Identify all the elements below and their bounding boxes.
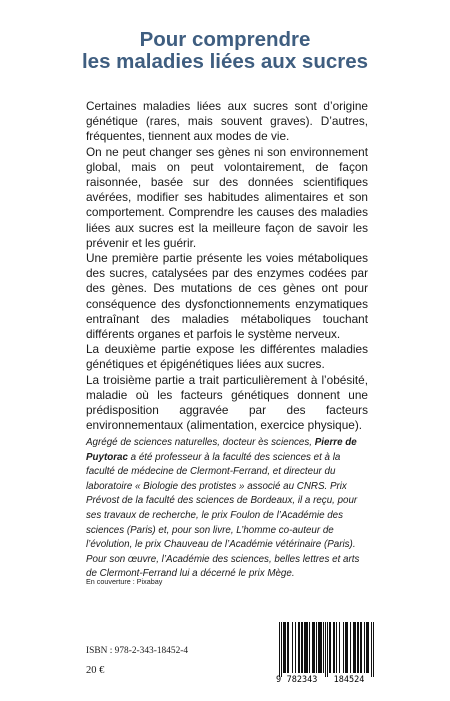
barcode-bar [316, 622, 317, 673]
barcode-bar [309, 622, 310, 673]
barcode-bar [283, 622, 284, 673]
blurb-paragraph-2: On ne peut changer ses gènes ni son environnement global, mais on peut volontairement, de façon raisonnée, basée sur des données scientifiques avérées, modifier ses habitudes alimentaires et son comportement. Comprendre les causes des maladies liées aux sucres est la meilleure façon de savoir les prévenir et les guérir. [86, 144, 368, 250]
barcode-bar [306, 622, 307, 673]
barcode-first-digit: 9 [276, 675, 282, 684]
barcode-bar [343, 622, 344, 673]
barcode-bar [364, 622, 365, 673]
blurb-paragraph-4: La deuxième partie expose les différentes maladies génétiques et épigénétiques liées aux sucres. [86, 342, 368, 372]
barcode-bar [345, 622, 346, 673]
barcode-bar [295, 622, 296, 673]
barcode-bar [361, 622, 362, 673]
barcode-bar [368, 622, 369, 673]
barcode-bar [329, 622, 330, 673]
title-line-1: Pour comprendre [139, 28, 311, 51]
title-line-2: les maladies liées aux sucres [81, 50, 369, 73]
barcode-bar [302, 622, 303, 673]
barcode-bar [299, 622, 300, 673]
barcode-right-digits: 184524 [333, 675, 365, 684]
barcode-bar [367, 622, 368, 673]
barcode-bar [360, 622, 361, 673]
cover-credit: En couverture : Pixabay [86, 577, 163, 586]
isbn: ISBN : 978-2-343-18452-4 [86, 646, 189, 656]
price: 20 € [86, 665, 105, 676]
barcode-bar [333, 622, 334, 673]
author-bio [86, 436, 369, 582]
barcode-bar [298, 622, 299, 673]
book-title [0, 29, 450, 73]
barcode-bar [313, 622, 314, 673]
barcode-bar [355, 622, 356, 673]
barcode-bar [347, 622, 348, 673]
barcode-bar [292, 622, 293, 673]
bio-intro: Agrégé de sciences naturelles, docteur ès sciences, [86, 437, 315, 448]
barcode-bar [358, 622, 359, 673]
barcode-bar [366, 622, 367, 673]
barcode-bar [354, 622, 355, 673]
blurb-paragraph-3: Une première partie présente les voies métaboliques des sucres, catalysées par des enzymes codées par des gènes. Des mutations de ces gènes ont pour conséquence des dysfonctionnements enzymatiques entraînant des maladies métaboliques touchant différents organes et parfois le système nerveux. [86, 251, 368, 342]
barcode-bar [305, 622, 306, 673]
barcode-bar [301, 622, 302, 673]
barcode-bar [318, 622, 319, 673]
barcode-bar [334, 622, 335, 673]
barcode-bar [321, 622, 322, 673]
barcode-bar [304, 622, 305, 673]
barcode-bar [350, 622, 351, 673]
barcode-left-digits: 782343 [286, 675, 318, 684]
barcode-bar [336, 622, 337, 673]
blurb-paragraph-1: Certaines maladies liées aux sucres sont d’origine génétique (rares, mais souvent graves). D’autres, fréquentes, tiennent aux modes de vie. [86, 99, 368, 144]
barcode-bar [327, 622, 328, 677]
barcode-bar [284, 622, 285, 673]
barcode-bar [279, 622, 280, 677]
barcode-bar [325, 622, 326, 677]
barcode-bar [285, 622, 286, 673]
bio-details: a été professeur à la faculté des sciences et à la faculté de médecine de Clermont-Ferrand, et directeur du laboratoire « Biologie des protistes » associé au CNRS. Prix Prévost de la faculté des sciences de Bordeaux, il a reçu, pour ses travaux de recherche, le prix Foulon de l’Académie des sciences (Paris) et, pour son livre, L’homme co-auteur de l’évolution, le prix Chauveau de l’Académie vétérinaire (Paris). Pour son œuvre, l’Académie des sciences, belles lettres et arts de Clermont-Ferrand lui a décerné le prix Mège. [86, 451, 360, 580]
barcode-bar [330, 622, 331, 673]
barcode-bar [314, 622, 315, 673]
barcode-bar [339, 622, 340, 673]
blurb [86, 99, 368, 433]
barcode-bar [357, 622, 358, 673]
blurb-paragraph-5: La troisième partie a trait particulièrement à l’obésité, maladie où les facteurs génétiques donnent une prédisposition aggravée par des facteurs environnementaux (alimentation, exercice physique). [86, 372, 368, 433]
barcode-bar [319, 622, 320, 673]
barcode-bar [353, 622, 354, 673]
barcode-bar [312, 622, 313, 673]
barcode-bar [281, 622, 282, 677]
barcode-bar [373, 622, 374, 677]
barcode-bar [346, 622, 347, 673]
barcode [273, 621, 379, 684]
barcode-graphic [273, 621, 379, 684]
barcode-bar [287, 622, 288, 673]
author-name: Pierre de Puytorac [86, 437, 357, 463]
barcode-bar [307, 622, 308, 673]
barcode-bar [288, 622, 289, 673]
barcode-bar [323, 622, 324, 673]
barcode-bar [371, 622, 372, 677]
barcode-bar [320, 622, 321, 673]
